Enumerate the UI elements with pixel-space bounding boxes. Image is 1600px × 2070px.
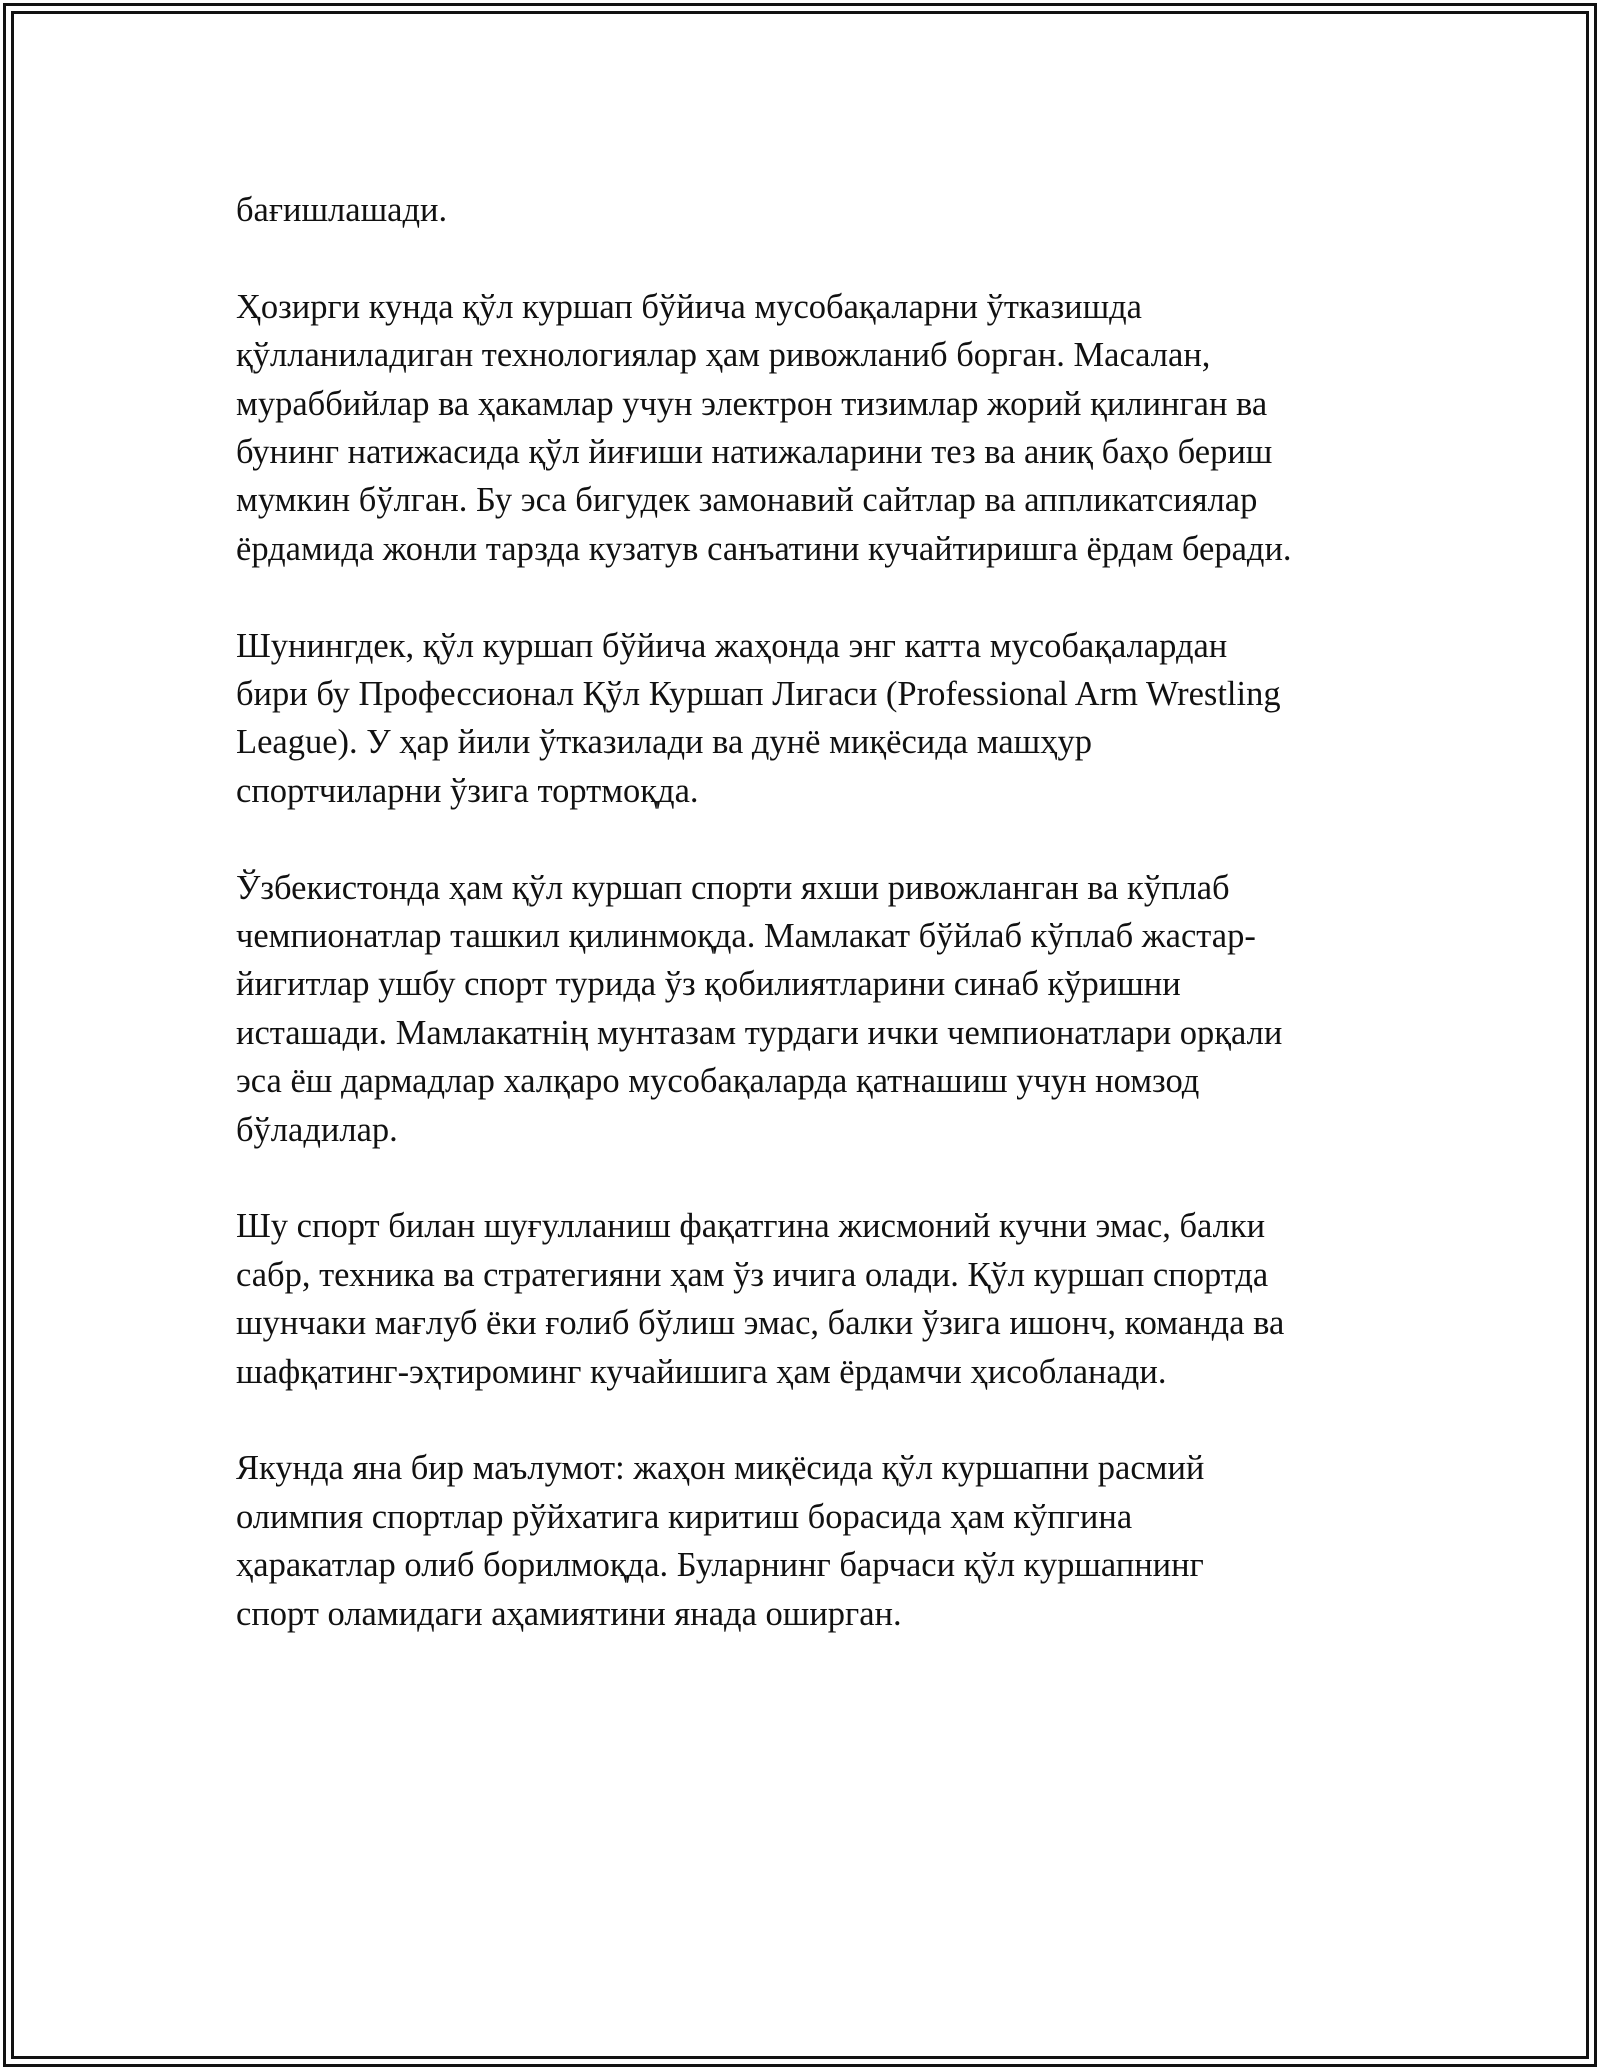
paragraph-5: Шу спорт билан шуғулланиш фақатгина жисмоний кучни эмас, балки сабр, техника ва стратегияни ҳам ўз ичига олади. Қўл куршап спортда шунчаки мағлуб ёки ғолиб бўлиш эмас, балки ўзига ишонч, команда ва шафқатинг-эҳтироминг кучайишига ҳам ёрдамчи ҳисобланади. <box>236 1207 1285 1391</box>
paragraph-2: Ҳозирги кунда қўл куршап бўйича мусобақаларни ўтказишда қўлланиладиган технологиялар ҳам ривожланиб борган. Масалан, мураббийлар ва ҳакамлар учун электрон тизимлар жорий қилинган ва бунинг натижасида қўл йиғиши натижаларини тез ва аниқ баҳо бериш мумкин бўлган. Бу эса бигудек замонавий сайтлар ва аппликатсиялар ёрдамида жонли тарзда кузатув санъатини кучайтиришга ёрдам беради. <box>236 287 1292 568</box>
paragraph-3: Шунингдек, қўл куршап бўйича жаҳонда энг катта мусобақалардан бири бу Профессионал Қўл Куршап Лигаси (Professional Arm Wrestling League). У ҳар йили ўтказилади ва дунё миқёсида машҳур спортчиларни ўзига тортмоқда. <box>236 626 1281 810</box>
paragraph-6: Якунда яна бир маълумот: жаҳон миқёсида қўл куршапни расмий олимпия спортлар рўйхатига киритиш борасида ҳам кўпгина ҳаракатлар олиб борилмоқда. Буларнинг барчаси қўл куршапнинг спорт оламидаги аҳамиятини янада оширган. <box>236 1449 1205 1633</box>
paragraph-4: Ўзбекистонда ҳам қўл куршап спорти яхши ривожланган ва кўплаб чемпионатлар ташкил қилинмоқда. Мамлакат бўйлаб кўплаб жастар- йигитлар ушбу спорт турида ўз қобилиятларини синаб кўришни исташади. Мамлакатнің мунтазам турдаги ички чемпионатлари орқали эса ёш дармадлар халқаро мусобақаларда қатнашиш учун номзод бўладилар. <box>236 868 1283 1149</box>
paragraph-1: бағишлашади. <box>236 191 448 229</box>
document-body <box>236 186 1406 1638</box>
